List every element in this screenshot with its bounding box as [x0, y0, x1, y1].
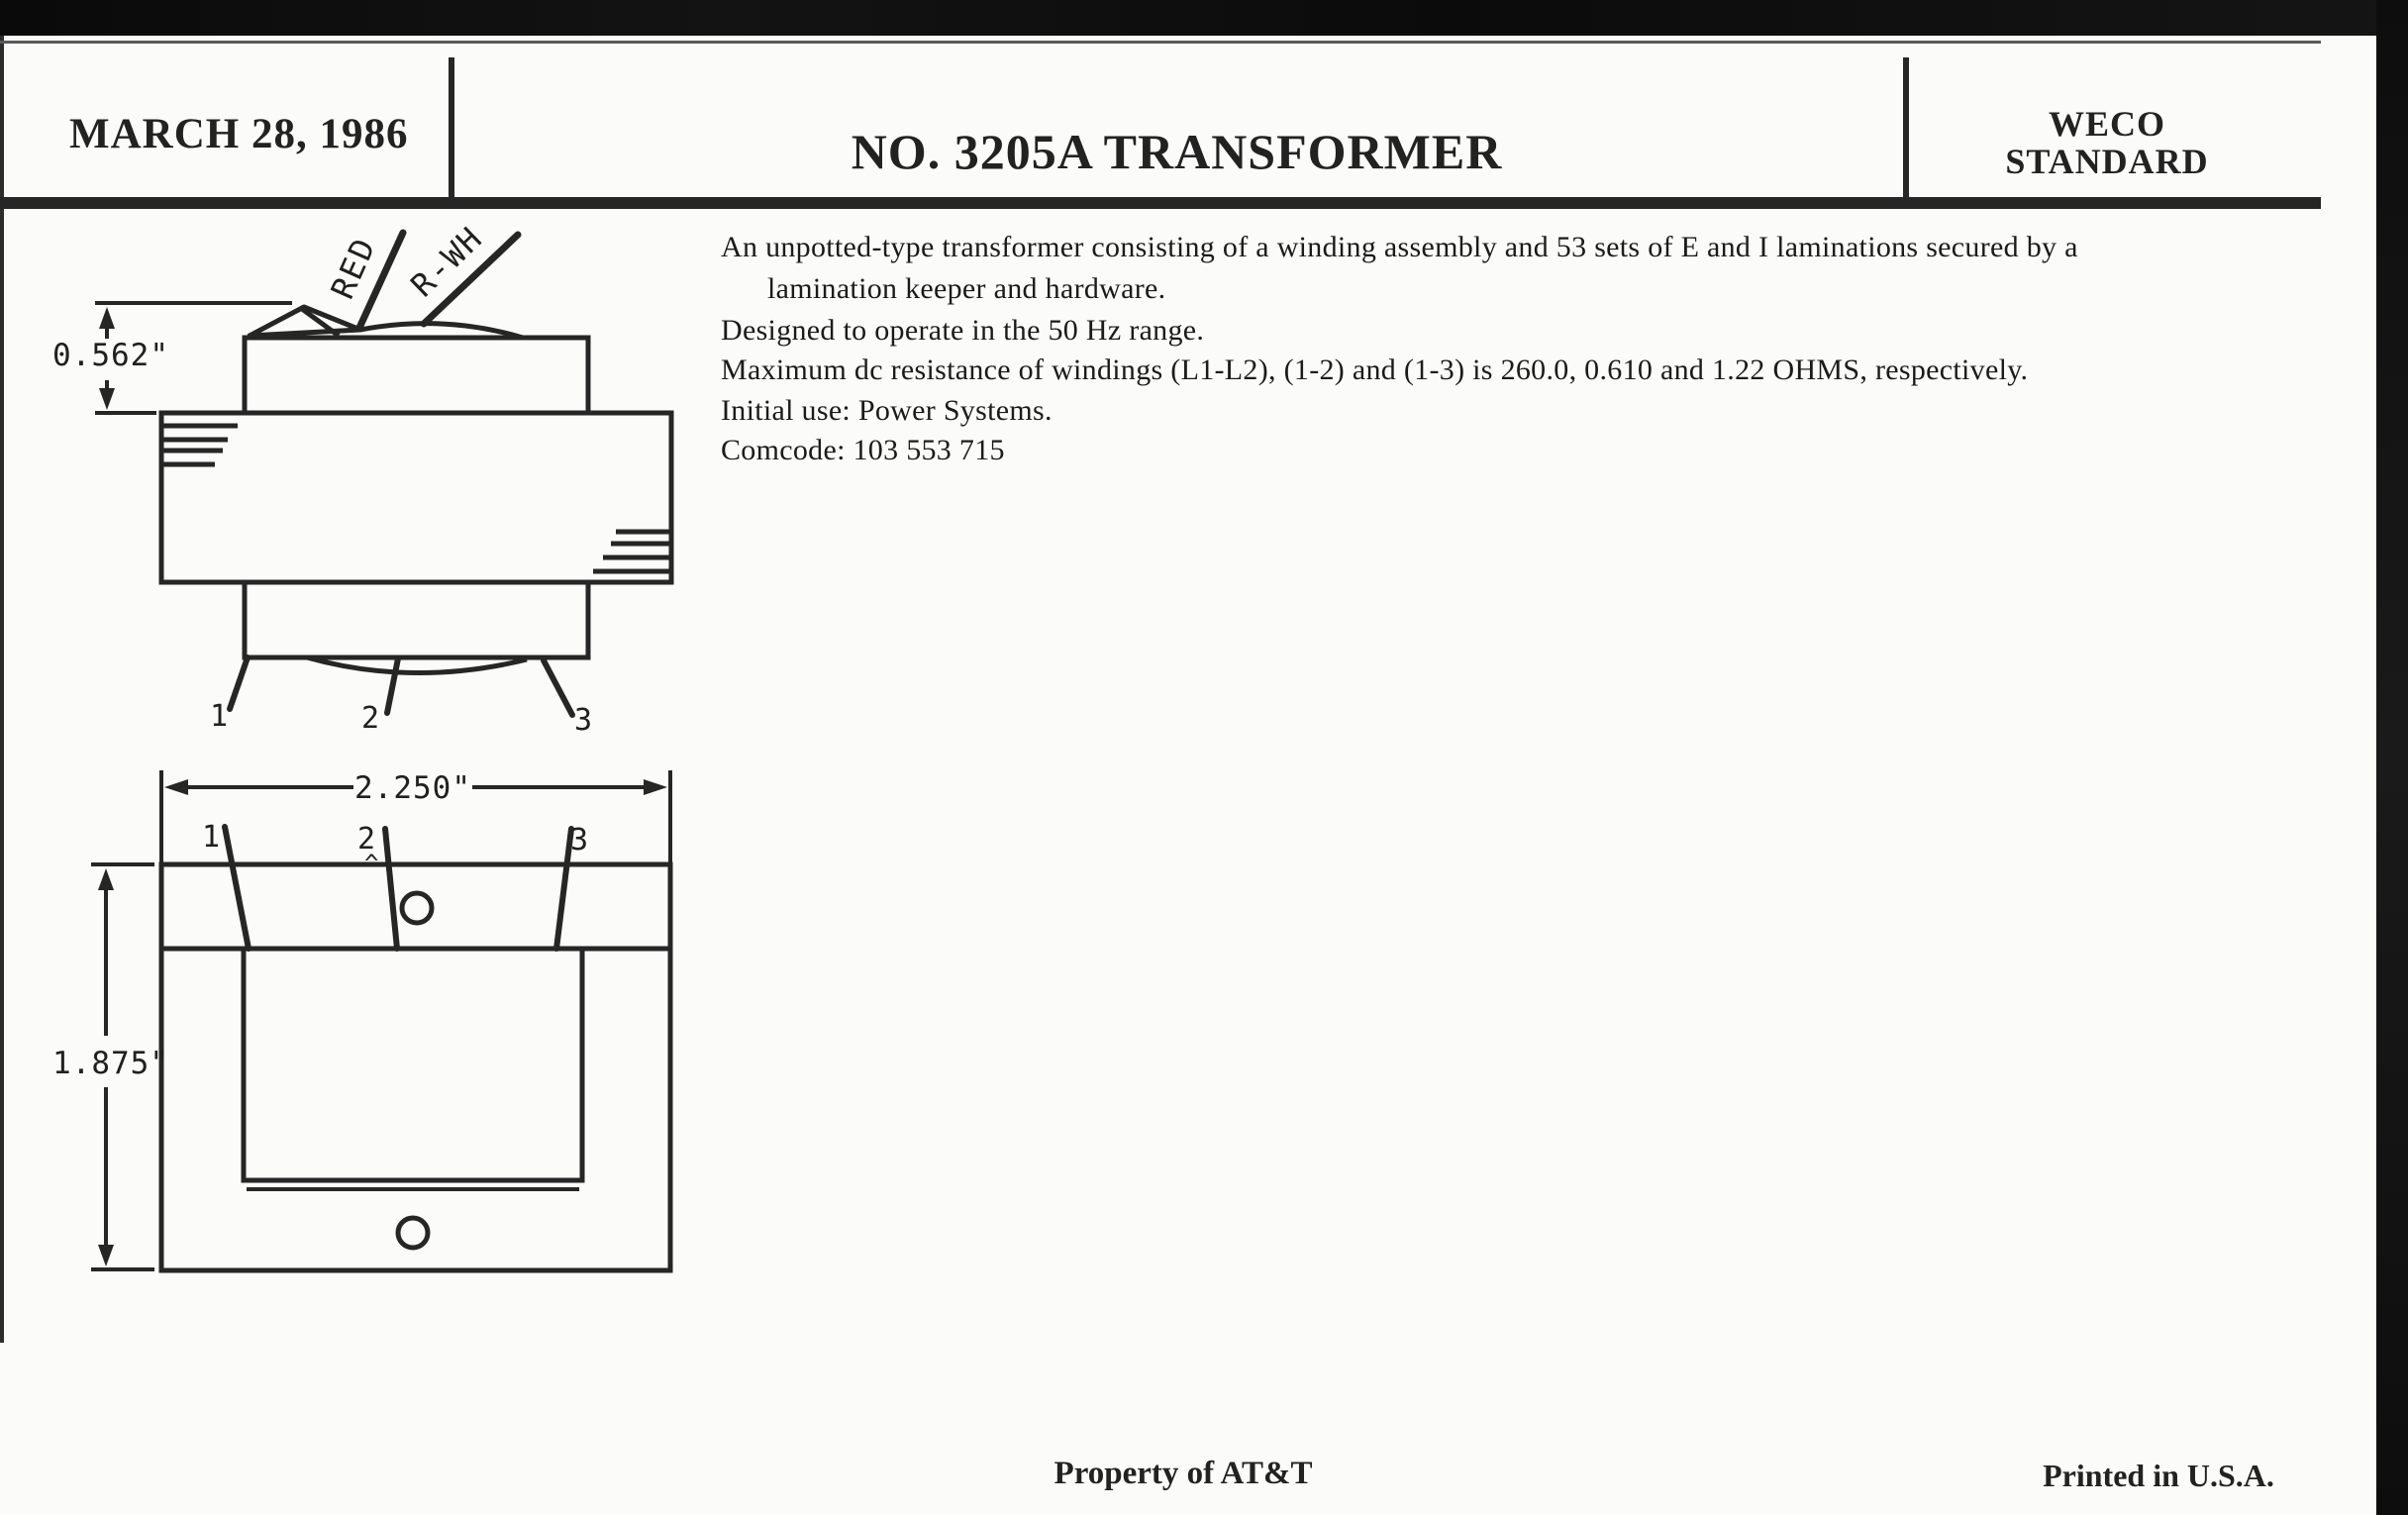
- terminal-label-3: 3: [570, 823, 589, 858]
- terminal-lead-2: [385, 829, 397, 949]
- footprint-outline: [161, 864, 670, 1270]
- red-white-wire-label: R-WH: [403, 218, 491, 305]
- mounting-hole-bottom: [398, 1218, 428, 1248]
- dim-arrow-up: [99, 307, 115, 329]
- description-line-4: Maximum dc resistance of windings (L1-L2), (1-2) and (1-3) is 260.0, 0.610 and 1.22 OHMS, respectively.: [721, 354, 2029, 386]
- terminal-label-1: 1: [202, 820, 221, 855]
- description-line-5: Initial use: Power Systems.: [721, 394, 1053, 427]
- coil-window-outline: [244, 949, 582, 1180]
- transformer-side-view: [52, 219, 671, 738]
- description-line-3: Designed to operate in the 50 Hz range.: [721, 314, 1205, 347]
- dim-arrow-down: [99, 388, 115, 410]
- description-line-6: Comcode: 103 553 715: [721, 434, 1005, 466]
- terminal-lead-3: [544, 660, 572, 715]
- depth-dimension: [52, 864, 169, 1269]
- height-dimension-value: 0.562": [52, 338, 169, 373]
- terminal-label-1: 1: [210, 699, 229, 734]
- lamination-hatch-right: [593, 532, 671, 571]
- mounting-hole-top: [402, 893, 432, 923]
- dim-arrow-up: [98, 868, 114, 890]
- terminal-lead-2: [387, 658, 398, 713]
- width-dimension-value: 2.250": [354, 770, 471, 806]
- standard-line-1: WECO: [2048, 104, 2165, 144]
- document-title: NO. 3205A TRANSFORMER: [851, 124, 1503, 179]
- width-dimension: [161, 770, 670, 862]
- terminal-lead-1: [225, 827, 249, 949]
- red-wire-label: RED: [323, 231, 384, 305]
- depth-dimension-value: 1.875": [52, 1046, 169, 1081]
- lamination-block-outline: [161, 413, 671, 582]
- terminal-label-2: 2: [361, 701, 380, 736]
- lamination-hatch-left: [161, 426, 238, 464]
- terminal-label-3: 3: [574, 703, 593, 738]
- footer-printed-notice: Printed in U.S.A.: [2043, 1458, 2274, 1493]
- standard-line-2: STANDARD: [2005, 142, 2209, 181]
- terminal-label-2: 2: [357, 822, 376, 857]
- description-line-2: lamination keeper and hardware.: [767, 272, 1166, 305]
- dim-arrow-down: [98, 1245, 114, 1266]
- caret-mark: ^: [364, 850, 379, 877]
- top-coil-outline: [245, 338, 588, 413]
- footer-property-notice: Property of AT&T: [1054, 1456, 1313, 1491]
- document-date: MARCH 28, 1986: [69, 111, 409, 157]
- terminal-lead-1: [230, 657, 248, 709]
- terminal-lead-3: [556, 829, 571, 949]
- dim-arrow-right: [644, 779, 667, 795]
- dim-arrow-left: [164, 779, 188, 795]
- transformer-bottom-view: [52, 770, 670, 1270]
- height-dimension: [52, 303, 292, 413]
- bottom-coil-outline: [245, 582, 588, 657]
- description-line-1: An unpotted-type transformer consisting of a winding assembly and 53 sets of E and I laminations secured by a: [721, 231, 2078, 263]
